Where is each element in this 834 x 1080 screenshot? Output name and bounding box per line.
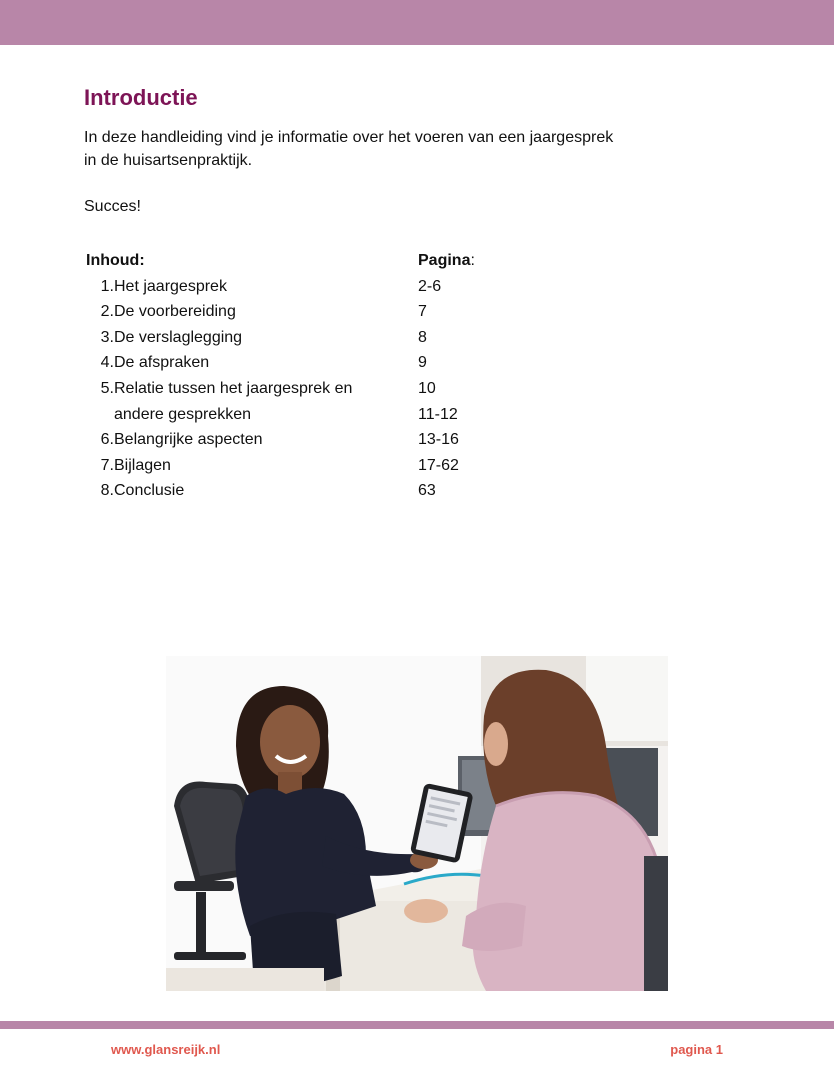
- toc-header-contents: Inhoud:: [86, 252, 145, 269]
- toc-item-label: andere gesprekken: [114, 405, 251, 423]
- website-link[interactable]: www.glansreijk.nl: [111, 1042, 221, 1057]
- toc-item-number: 7.: [100, 456, 114, 474]
- page-title: Introductie: [84, 85, 198, 110]
- toc-item: [86, 376, 506, 402]
- toc-item-number: 4.: [100, 354, 114, 372]
- toc-item: [86, 274, 506, 300]
- toc-item-page: 9: [418, 354, 427, 372]
- toc-item-number: 6.: [100, 431, 114, 449]
- intro-paragraph: [84, 126, 684, 172]
- toc-item: [86, 478, 506, 504]
- toc-item-number: 3.: [100, 328, 114, 346]
- footer-band: [0, 1021, 834, 1029]
- toc-item: [86, 350, 506, 376]
- toc-item-label: De voorbereiding: [114, 303, 236, 321]
- toc-item-label: De verslaglegging: [114, 328, 243, 346]
- toc-item-page: 11-12: [418, 405, 458, 423]
- toc-item-number: 1.: [100, 277, 114, 295]
- toc-header: [86, 248, 506, 274]
- toc-item-label: Het jaargesprek: [114, 277, 227, 295]
- toc-item-label: Conclusie: [114, 482, 185, 500]
- toc-item: [86, 453, 506, 479]
- toc-item: [86, 427, 506, 453]
- toc-header-page-colon: :: [470, 252, 475, 269]
- toc-item-page: 63: [418, 482, 436, 500]
- toc-header-page-label: Pagina: [418, 252, 471, 269]
- toc-item-number: [86, 402, 114, 428]
- toc-item-page: 8: [418, 328, 427, 346]
- consultation-photo: [166, 656, 668, 991]
- intro-line-1: In deze handleiding vind je informatie over het voeren van een jaargesprek: [84, 129, 614, 146]
- toc-item: [86, 325, 506, 351]
- toc-item-number: 2.: [100, 303, 114, 321]
- toc-item: [86, 299, 506, 325]
- toc-item-label: Relatie tussen het jaargesprek en: [114, 379, 353, 397]
- toc-item-page: 13-16: [418, 431, 459, 449]
- toc-header-page: [418, 248, 475, 274]
- toc-item-number: 5.: [100, 379, 114, 397]
- intro-line-2: in de huisartsenpraktijk.: [84, 152, 253, 169]
- table-of-contents: [86, 248, 506, 504]
- page-number: pagina 1: [670, 1042, 723, 1057]
- closing-text: Succes!: [84, 198, 141, 215]
- toc-item-label: De afspraken: [114, 354, 210, 372]
- toc-item-page: 7: [418, 303, 427, 321]
- toc-item: [86, 402, 506, 428]
- header-band: [0, 0, 834, 45]
- toc-item-page: 10: [418, 379, 436, 397]
- toc-item-number: 8.: [100, 482, 114, 500]
- toc-item-page: 2-6: [418, 277, 442, 295]
- toc-item-label: Bijlagen: [114, 456, 171, 474]
- toc-item-page: 17-62: [418, 456, 459, 474]
- consultation-illustration: [166, 656, 668, 991]
- toc-item-label: Belangrijke aspecten: [114, 431, 263, 449]
